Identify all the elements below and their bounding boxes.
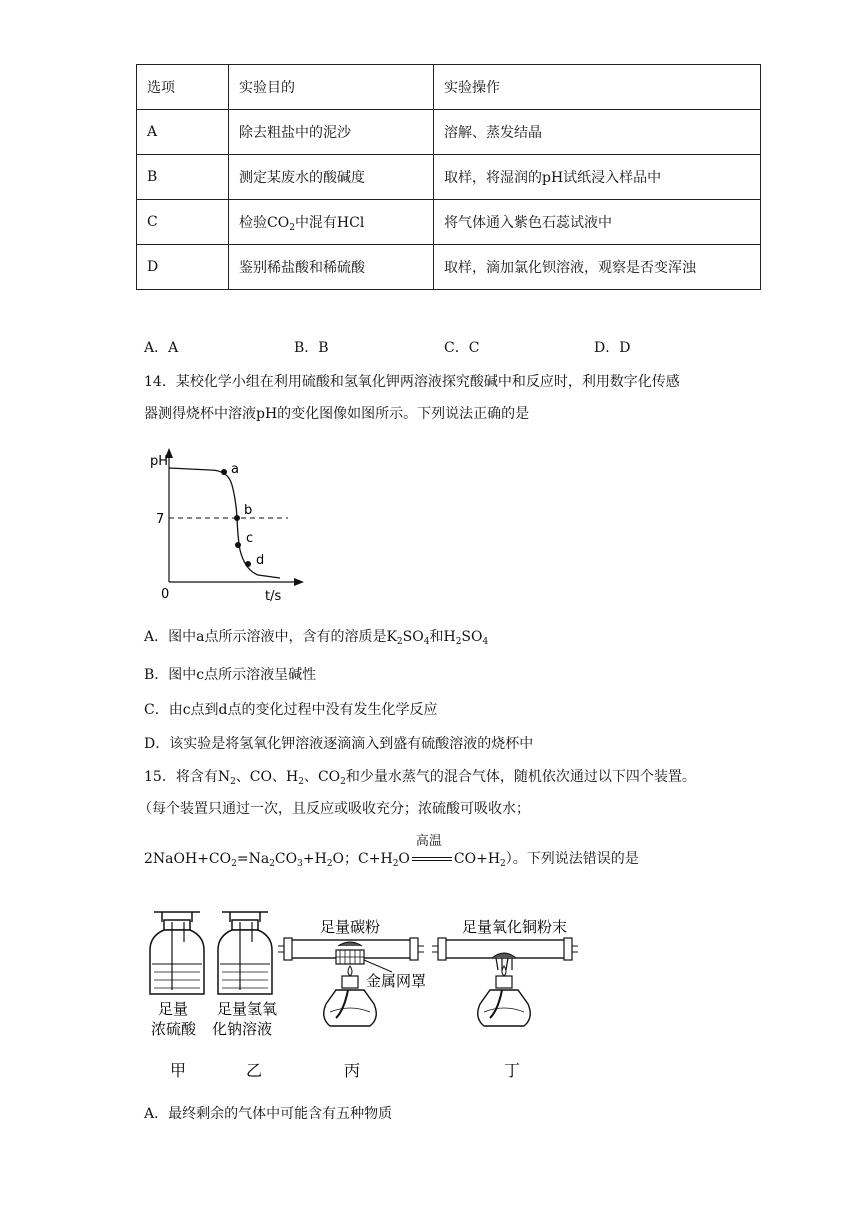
text: 、CO、H (235, 769, 299, 785)
subscript: 2 (340, 777, 346, 787)
subscript: 4 (423, 637, 430, 647)
text: CO+H (453, 851, 501, 867)
table-header: 实验目的 (229, 65, 434, 110)
y-axis-label: pH (150, 454, 169, 469)
bottle-yi (218, 912, 272, 994)
choice-d: D．D (594, 340, 631, 356)
table-row (137, 200, 761, 245)
text: 2NaOH+CO (144, 851, 232, 867)
jia-label-line2: 浓硫酸 (151, 1020, 197, 1038)
ding-top-label: 足量氧化铜粉末 (462, 918, 568, 936)
table-cell: A (137, 110, 229, 155)
q15-stem-line1 (144, 766, 696, 786)
text: SO (461, 629, 483, 645)
subscript: 2 (392, 859, 399, 869)
table-cell: 除去粗盐中的泥沙 (229, 110, 434, 155)
q14-stem-line2: 器测得烧杯中溶液pH的变化图像如图所示。下列说法正确的是 (144, 406, 530, 422)
tube-ding (432, 938, 578, 1026)
q14-stem-line1: 14．某校化学小组在利用硫酸和氢氧化钾两溶液探究酸碱中和反应时，利用数字化传感 (144, 374, 680, 390)
equals-line-top (412, 857, 452, 858)
yi-label-line1: 足量氢氧 (217, 1000, 278, 1018)
text: CO (274, 851, 298, 867)
subscript: 2 (289, 223, 295, 233)
bing-side-label: 金属网罩 (366, 972, 427, 990)
text: 中混有HCl (294, 215, 365, 231)
q14-option-c: C．由c点到d点的变化过程中没有发生化学反应 (144, 702, 438, 718)
text: 和少量水蒸气的混合气体，随机依次通过以下四个装置。 (345, 769, 696, 785)
subscript: 2 (326, 859, 333, 869)
yi-name: 乙 (246, 1061, 263, 1080)
text: 15．将含有N (144, 769, 231, 785)
table-row (137, 110, 761, 155)
point-d (245, 561, 251, 567)
options-table (136, 64, 761, 290)
yi-label-line2: 化钠溶液 (212, 1020, 273, 1038)
equals-line-bottom (412, 860, 452, 861)
q14-option-b: B．图中c点所示溶液呈碱性 (144, 667, 317, 683)
point-b (234, 515, 240, 521)
origin-label: 0 (161, 587, 170, 602)
table-header: 选项 (137, 65, 229, 110)
table-cell: C (137, 200, 229, 245)
text: ）。下列说法错误的是 (505, 851, 639, 867)
ding-name: 丁 (504, 1061, 521, 1080)
table-cell: 测定某废水的酸碱度 (229, 155, 434, 200)
text: SO (402, 629, 424, 645)
q15-equations-line (144, 834, 639, 869)
subscript: 4 (482, 637, 489, 647)
subscript: 2 (500, 859, 506, 869)
point-b-label: b (244, 503, 253, 518)
jia-label-line1: 足量 (158, 1000, 189, 1018)
apparatus-diagram (140, 900, 600, 1090)
bing-top-label: 足量碳粉 (320, 918, 381, 936)
subscript: 2 (231, 859, 237, 869)
table-cell (229, 200, 434, 245)
table-cell: B (137, 155, 229, 200)
subscript: 2 (455, 637, 462, 647)
point-c (235, 542, 241, 548)
condition-label: 高温 (415, 834, 442, 849)
table-cell: 鉴别稀盐酸和稀硫酸 (229, 245, 434, 290)
table-cell: 取样，滴加氯化钡溶液，观察是否变浑浊 (434, 245, 761, 290)
q15-stem-line2: （每个装置只通过一次，且反应或吸收充分；浓硫酸可吸收水； (138, 801, 530, 817)
point-a-label: a (231, 462, 239, 477)
x-axis-arrow (294, 578, 304, 586)
q14-option-d: D．该实验是将氢氧化钾溶液逐滴滴入到盛有硫酸溶液的烧杯中 (144, 736, 534, 752)
choice-b: B．B (294, 340, 329, 356)
table-cell: D (137, 245, 229, 290)
choice-a: A．A (144, 340, 179, 356)
table-cell: 将气体通入紫色石蕊试液中 (434, 200, 761, 245)
choice-c: C．C (444, 340, 480, 356)
bottle-jia (150, 912, 204, 994)
ph7-label: 7 (156, 512, 165, 527)
table-header: 实验操作 (434, 65, 761, 110)
text: O；C+H (332, 851, 393, 867)
q15-option-a: A．最终剩余的气体中可能含有五种物质 (144, 1106, 393, 1122)
text: A．图中a点所示溶液中，含有的溶质是K (144, 629, 397, 645)
q14-option-a (144, 626, 488, 646)
ph-graph (140, 440, 320, 610)
text: =Na (236, 851, 270, 867)
jia-name: 甲 (170, 1061, 187, 1080)
text: 、CO (303, 769, 341, 785)
subscript: 2 (396, 637, 403, 647)
text: +H (302, 851, 327, 867)
point-a (221, 469, 227, 475)
table-header-row (137, 65, 761, 110)
subscript: 3 (297, 859, 303, 869)
table-cell: 取样，将湿润的pH试纸浸入样品中 (434, 155, 761, 200)
table-row (137, 155, 761, 200)
bing-name: 丙 (344, 1061, 361, 1080)
subscript: 2 (269, 859, 275, 869)
subscript: 2 (230, 777, 236, 787)
text: O (398, 851, 410, 867)
table-row (137, 245, 761, 290)
text: 检验CO (239, 215, 290, 231)
point-c-label: c (246, 531, 254, 546)
point-d-label: d (256, 553, 265, 568)
text: 和H (429, 629, 456, 645)
table-cell: 溶解、蒸发结晶 (434, 110, 761, 155)
reaction-condition (410, 834, 454, 866)
x-axis-label: t/s (265, 589, 282, 604)
subscript: 2 (298, 777, 304, 787)
